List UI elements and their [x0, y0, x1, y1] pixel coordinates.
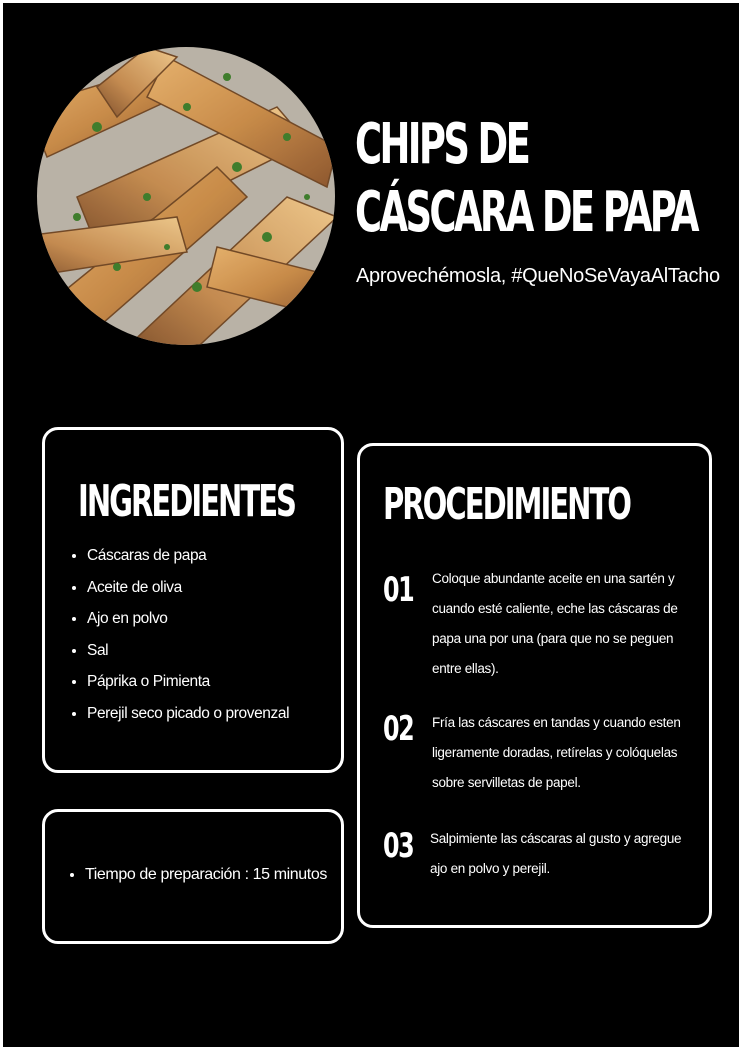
ingredient-item: • Aceite de oliva	[87, 572, 289, 604]
step-number: 03	[383, 826, 414, 866]
ingredient-item: • Cáscaras de papa	[87, 540, 289, 572]
ingredients-heading: INGREDIENTES	[78, 476, 296, 527]
ingredients-list	[67, 540, 289, 729]
title-line-1: CHIPS DE	[355, 112, 529, 177]
subtitle-hashtag: Aprovechémosla, #QueNoSeVayaAlTacho	[356, 265, 720, 287]
step-text: Salpimiente las cáscaras al gusto y agregue ajo en polvo y perejil.	[430, 831, 682, 876]
ingredient-item: • Ajo en polvo	[87, 603, 289, 635]
prep-time-text: • Tiempo de preparación : 15 minutos	[85, 866, 327, 884]
step-text: Coloque abundante aceite en una sartén y cuando esté caliente, eche las cáscaras de papa una por una (para que no se peguen entre ellas).	[432, 571, 678, 676]
prep-time-box	[42, 809, 344, 944]
ingredients-box	[42, 427, 344, 773]
ingredient-item: • Perejil seco picado o provenzal	[87, 698, 289, 730]
step-number: 02	[383, 709, 414, 749]
procedure-heading: PROCEDIMIENTO	[383, 479, 630, 530]
ingredient-item: • Sal	[87, 635, 289, 667]
step-number: 01	[383, 570, 414, 610]
procedure-box	[357, 443, 712, 928]
prep-time-list	[65, 866, 327, 884]
recipe-card	[3, 3, 739, 1047]
step-text: Fría las cáscares en tandas y cuando esten ligeramente doradas, retírelas y colóquelas sobre servilletas de papel.	[432, 715, 681, 790]
recipe-title	[355, 111, 697, 247]
potato-chips-photo	[37, 47, 335, 345]
ingredient-item: • Páprika o Pimienta	[87, 666, 289, 698]
title-line-2: CÁSCARA DE PAPA	[355, 180, 697, 245]
